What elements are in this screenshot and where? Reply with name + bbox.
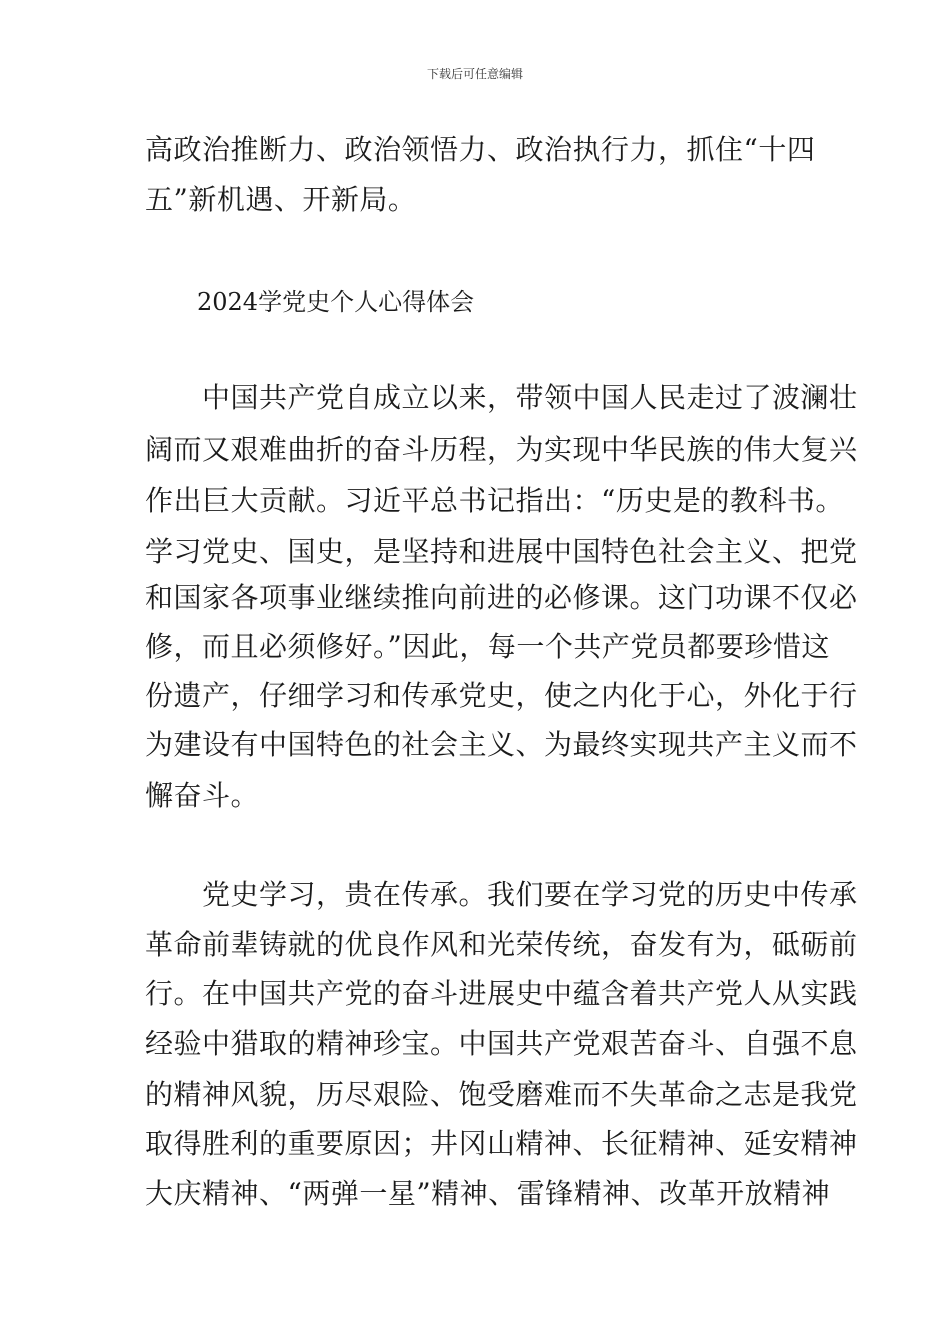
paragraph-line: 作出巨大贡献。习近平总书记指出：“历史是的教科书。 (145, 484, 844, 517)
paragraph-line: 和国家各项事业继续推向前进的必修课。这门功课不仅必 (145, 581, 858, 614)
paragraph-line: 革命前辈铸就的优良作风和光荣传统，奋发有为，砥砺前 (145, 928, 858, 961)
paragraph-line: 中国共产党自成立以来，带领中国人民走过了波澜壮 (145, 381, 858, 414)
paragraph-line: 五”新机遇、开新局。 (145, 183, 417, 216)
paragraph-line: 经验中猎取的精神珍宝。中国共产党艰苦奋斗、自强不息 (145, 1027, 858, 1060)
paragraph-line: 高政治推断力、政治领悟力、政治执行力，抓住“十四 (145, 133, 816, 166)
paragraph-line: 份遗产，仔细学习和传承党史，使之内化于心，外化于行 (145, 679, 858, 712)
paragraph-line: 取得胜利的重要原因；井冈山精神、长征精神、延安精神 (145, 1127, 858, 1160)
paragraph-line: 为建设有中国特色的社会主义、为最终实现共产主义而不 (145, 728, 858, 761)
paragraph-line: 行。在中国共产党的奋斗进展史中蕴含着共产党人从实践 (145, 977, 858, 1010)
paragraph-line: 学习党史、国史，是坚持和进展中国特色社会主义、把党 (145, 535, 858, 568)
paragraph-line: 阔而又艰难曲折的奋斗历程，为实现中华民族的伟大复兴 (145, 433, 858, 466)
paragraph-line: 的精神风貌，历尽艰险、饱受磨难而不失革命之志是我党 (145, 1078, 858, 1111)
page-header: 下载后可任意编辑 (426, 67, 523, 81)
paragraph-line: 修，而且必须修好。”因此，每一个共产党员都要珍惜这 (145, 630, 830, 663)
paragraph-line: 党史学习，贵在传承。我们要在学习党的历史中传承 (145, 878, 858, 911)
paragraph-line: 大庆精神、“两弹一星”精神、雷锋精神、改革开放精神 (145, 1177, 831, 1210)
section-title: 2024学党史个人心得体会 (197, 288, 475, 316)
paragraph-line: 懈奋斗。 (145, 779, 260, 812)
